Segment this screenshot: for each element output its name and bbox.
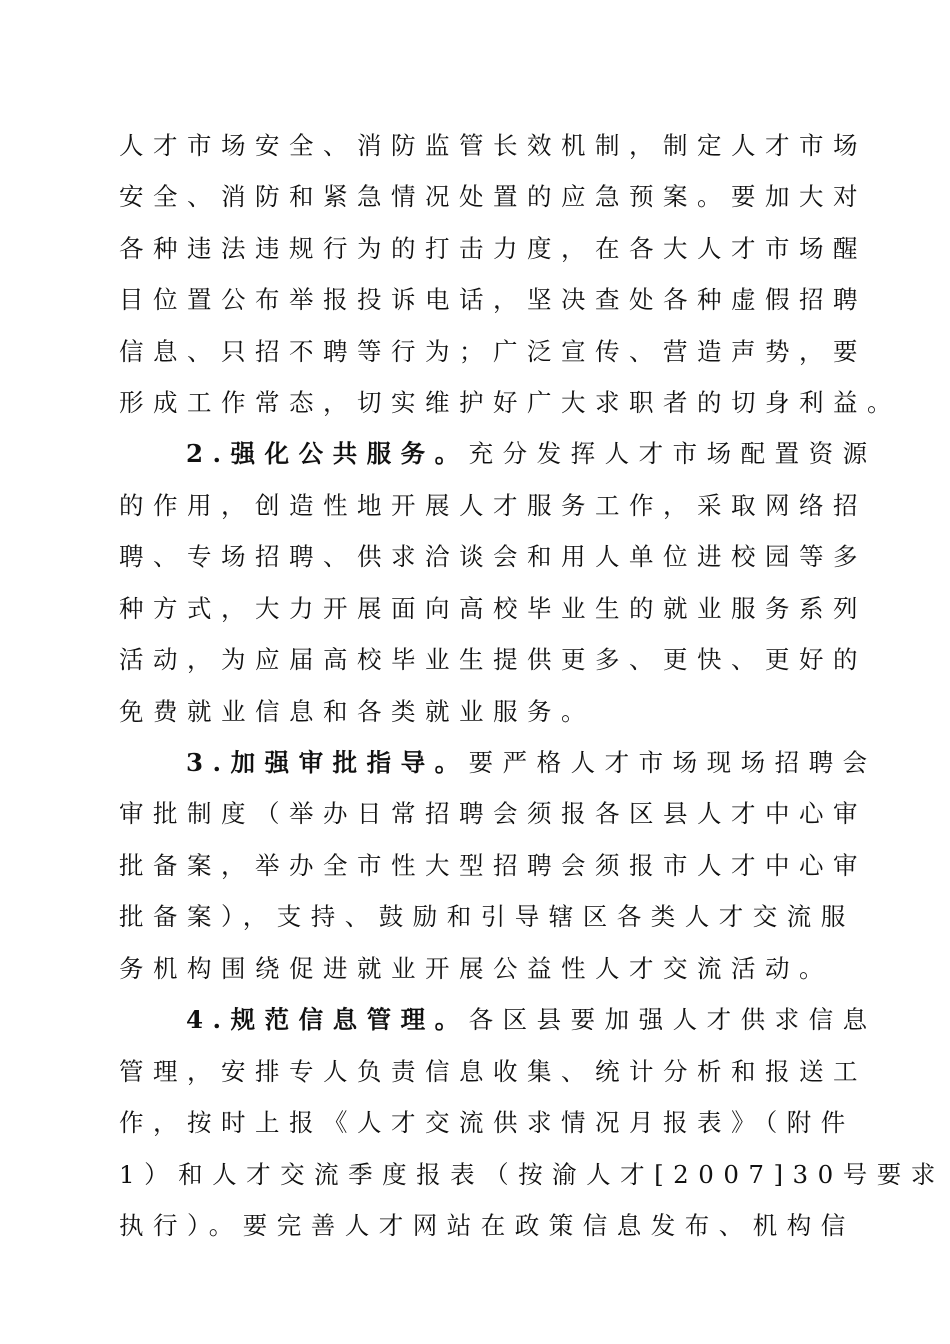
paragraph-line <box>119 537 867 577</box>
line-text: 种方式，大力开展面向高校毕业生的就业服务系列 <box>119 594 867 623</box>
paragraph-line <box>119 949 855 989</box>
section-heading: 2.强化公共服务。 <box>186 439 469 468</box>
section-heading: 3.加强审批指导。 <box>186 748 469 777</box>
paragraph-line <box>119 1155 945 1195</box>
line-text: 形成工作常态，切实维护好广大求职者的切身利益。 <box>119 388 901 417</box>
line-text: 1）和人才交流季度报表（按渝人才[2007]30号要求 <box>119 1160 945 1189</box>
line-text: 各种违法违规行为的打击力度，在各大人才市场醒 <box>119 234 867 263</box>
line-text: 聘、专场招聘、供求洽谈会和用人单位进校园等多 <box>119 542 867 571</box>
paragraph-line <box>119 1206 855 1246</box>
line-text: 批备案，举办全市性大型招聘会须报市人才中心审 <box>119 851 867 880</box>
line-text: 的作用，创造性地开展人才服务工作，采取网络招 <box>119 491 867 520</box>
line-text: 批备案），支持、鼓励和引导辖区各类人才交流服 <box>119 902 855 931</box>
line-text: 务机构围绕促进就业开展公益性人才交流活动。 <box>119 954 833 983</box>
paragraph-line <box>119 280 867 320</box>
line-text: 审批制度（举办日常招聘会须报各区县人才中心审 <box>119 799 867 828</box>
line-text: 目位置公布举报投诉电话，坚决查处各种虚假招聘 <box>119 285 867 314</box>
paragraph-line <box>119 897 855 937</box>
line-text: 充分发挥人才市场配置资源 <box>468 439 877 468</box>
line-text: 作，按时上报《人才交流供求情况月报表》（附件 <box>119 1108 855 1137</box>
paragraph-line <box>119 486 867 526</box>
paragraph-line <box>119 846 867 886</box>
paragraph-line <box>119 1103 855 1143</box>
paragraph-line <box>119 794 867 834</box>
line-text: 信息、只招不聘等行为；广泛宣传、营造声势，要 <box>119 337 867 366</box>
paragraph-line <box>119 640 867 680</box>
paragraph-line <box>119 1052 867 1092</box>
line-text: 活动，为应届高校毕业生提供更多、更快、更好的 <box>119 645 867 674</box>
paragraph-line <box>119 229 867 269</box>
section-heading-line <box>186 1000 877 1040</box>
line-text: 安全、消防和紧急情况处置的应急预案。要加大对 <box>119 182 867 211</box>
line-text: 免费就业信息和各类就业服务。 <box>119 697 595 726</box>
line-text: 要严格人才市场现场招聘会 <box>468 748 877 777</box>
paragraph-line <box>119 332 867 372</box>
section-heading-line <box>186 743 877 783</box>
paragraph-line <box>119 177 867 217</box>
section-heading: 4.规范信息管理。 <box>186 1005 469 1034</box>
line-text: 人才市场安全、消防监管长效机制，制定人才市场 <box>119 131 867 160</box>
paragraph-line <box>119 692 855 732</box>
paragraph-line <box>119 126 867 166</box>
section-heading-line <box>186 434 877 474</box>
line-text: 各区县要加强人才供求信息 <box>468 1005 877 1034</box>
paragraph-line <box>119 383 901 423</box>
line-text: 管理，安排专人负责信息收集、统计分析和报送工 <box>119 1057 867 1086</box>
paragraph-line <box>119 589 867 629</box>
line-text: 执行）。要完善人才网站在政策信息发布、机构信 <box>119 1211 855 1240</box>
